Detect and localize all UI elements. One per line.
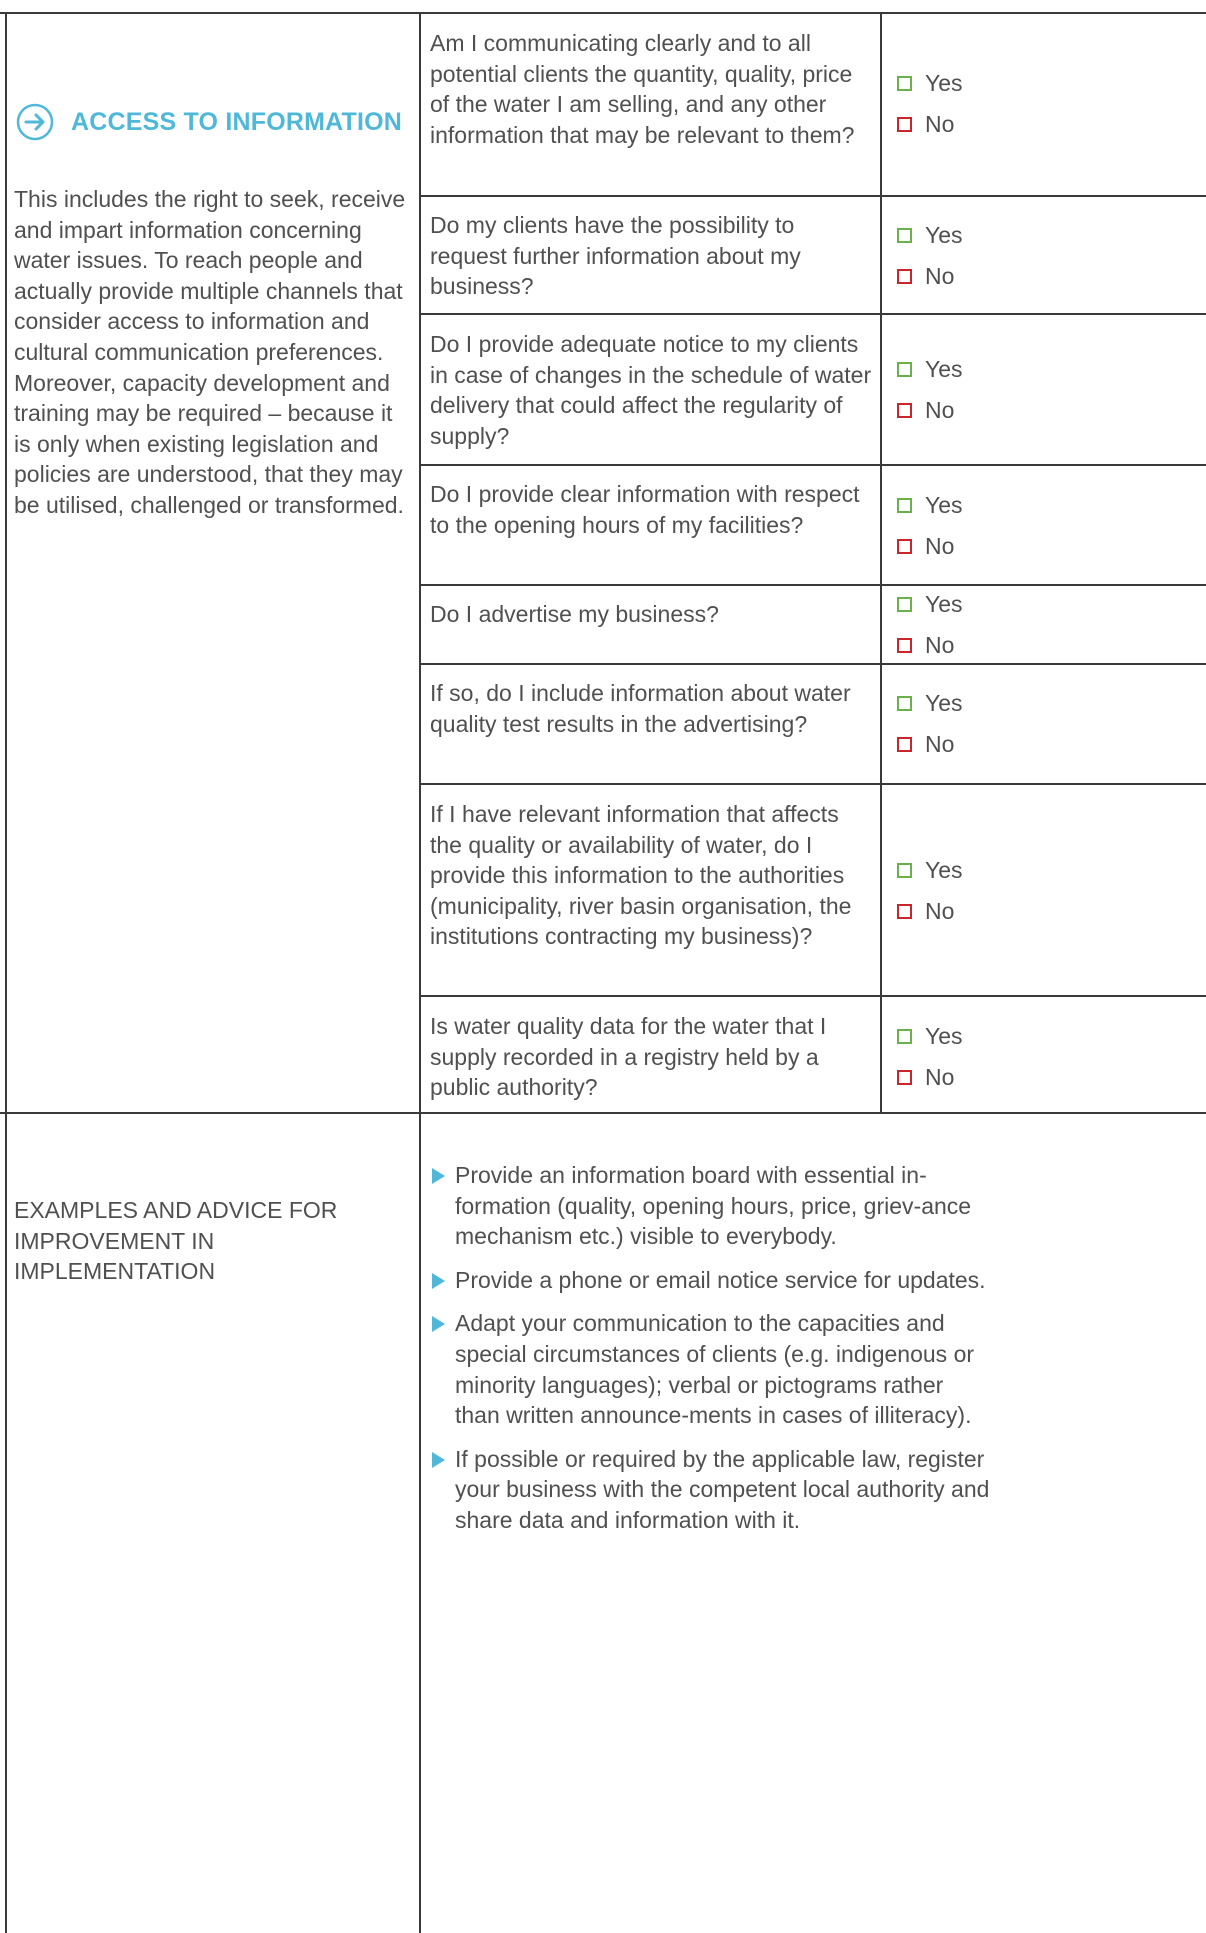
advice-item	[430, 1308, 990, 1430]
yes-option[interactable]	[897, 683, 987, 724]
no-checkbox[interactable]	[897, 638, 912, 653]
advice-text: Provide a phone or email notice service for updates.	[455, 1266, 986, 1293]
left-border	[5, 12, 7, 1933]
question-6: If so, do I include information about water quality test results in the advertising?	[430, 680, 851, 737]
yes-checkbox[interactable]	[897, 696, 912, 711]
no-option[interactable]	[897, 104, 987, 145]
advice-item	[430, 1160, 990, 1252]
triangle-bullet-icon	[432, 1168, 445, 1184]
no-option[interactable]	[897, 625, 987, 666]
yes-label: Yes	[925, 690, 963, 716]
answer-group-2	[897, 215, 987, 297]
question-4: Do I provide clear information with respect to the opening hours of my facilities?	[430, 481, 860, 538]
yes-label: Yes	[925, 356, 963, 382]
answer-group-4	[897, 485, 987, 567]
answer-group-8	[897, 1016, 987, 1098]
row-divider	[420, 313, 1206, 315]
question-2: Do my clients have the possibility to request further information about my business?	[430, 212, 801, 300]
yes-option[interactable]	[897, 850, 987, 891]
no-label: No	[925, 533, 955, 559]
section-divider	[0, 1112, 1206, 1114]
no-option[interactable]	[897, 526, 987, 567]
answer-group-6	[897, 683, 987, 765]
yes-label: Yes	[925, 857, 963, 883]
triangle-bullet-icon	[432, 1273, 445, 1289]
no-label: No	[925, 632, 955, 658]
no-checkbox[interactable]	[897, 269, 912, 284]
question-3: Do I provide adequate notice to my clients in case of changes in the schedule of water delivery that could affect the regularity of supply?	[430, 331, 872, 449]
yes-label: Yes	[925, 1023, 963, 1049]
yes-checkbox[interactable]	[897, 228, 912, 243]
no-option[interactable]	[897, 724, 987, 765]
triangle-bullet-icon	[432, 1452, 445, 1468]
advice-text: Provide an information board with essential in-formation (quality, opening hours, price, griev-ance mechanism etc.) visible to everybody.	[455, 1162, 972, 1250]
section-title: ACCESS TO INFORMATION	[71, 107, 403, 136]
row-divider	[420, 195, 1206, 197]
yes-option[interactable]	[897, 349, 987, 390]
row-divider	[420, 783, 1206, 785]
no-option[interactable]	[897, 256, 987, 297]
yes-checkbox[interactable]	[897, 76, 912, 91]
column-divider	[419, 12, 421, 1933]
no-label: No	[925, 397, 955, 423]
examples-heading: EXAMPLES AND ADVICE FOR IMPROVEMENT IN IMPLEMENTATION	[14, 1197, 338, 1285]
yes-label: Yes	[925, 492, 963, 518]
advice-list	[430, 1160, 990, 1549]
question-7: If I have relevant information that affects the quality or availability of water, do I provide this information to the authorities (municipality, river basin organisation, the institutions contracting my business)?	[430, 801, 852, 950]
yes-checkbox[interactable]	[897, 498, 912, 513]
yes-label: Yes	[925, 222, 963, 248]
yes-checkbox[interactable]	[897, 863, 912, 878]
row-divider	[420, 995, 1206, 997]
no-label: No	[925, 898, 955, 924]
no-checkbox[interactable]	[897, 539, 912, 554]
no-checkbox[interactable]	[897, 1070, 912, 1085]
yes-checkbox[interactable]	[897, 597, 912, 612]
no-label: No	[925, 1064, 955, 1090]
answer-group-7	[897, 850, 987, 932]
section-intro	[14, 100, 414, 521]
answer-group-1	[897, 63, 987, 145]
row-divider	[420, 663, 1206, 665]
no-label: No	[925, 111, 955, 137]
no-label: No	[925, 263, 955, 289]
yes-option[interactable]	[897, 1016, 987, 1057]
yes-option[interactable]	[897, 584, 987, 625]
arrow-right-circle-icon	[16, 103, 54, 141]
no-option[interactable]	[897, 1057, 987, 1098]
advice-text: If possible or required by the applicable law, register your business with the competent local authority and share data and information with it.	[455, 1445, 990, 1533]
yes-option[interactable]	[897, 63, 987, 104]
no-checkbox[interactable]	[897, 403, 912, 418]
yes-label: Yes	[925, 70, 963, 96]
answer-group-3	[897, 349, 987, 431]
advice-item	[430, 1444, 990, 1536]
row-divider	[420, 464, 1206, 466]
row-divider	[420, 584, 1206, 586]
answer-group-5	[897, 584, 987, 666]
no-checkbox[interactable]	[897, 117, 912, 132]
section-description: This includes the right to seek, receive and impart information concerning water issues. To reach people and actually provide multiple channels that consider access to information and cultural communication preferences. Moreover, capacity development and training may be required – because it is only when existing legislation and policies are understood, that they may be utilised, challenged or transformed.	[14, 186, 406, 518]
question-1: Am I communicating clearly and to all potential clients the quantity, quality, price of the water I am selling, and any other information that may be relevant to them?	[430, 30, 855, 148]
yes-option[interactable]	[897, 215, 987, 256]
yes-checkbox[interactable]	[897, 362, 912, 377]
no-label: No	[925, 731, 955, 757]
advice-text: Adapt your communication to the capacities and special circumstances of clients (e.g. indigenous or minority languages); verbal or pictograms rather than written announce-ments in cases of illiteracy).	[455, 1310, 975, 1429]
section-heading	[14, 100, 414, 144]
top-border	[0, 12, 1206, 14]
no-checkbox[interactable]	[897, 904, 912, 919]
no-option[interactable]	[897, 891, 987, 932]
no-option[interactable]	[897, 390, 987, 431]
advice-item	[430, 1265, 990, 1296]
yes-label: Yes	[925, 591, 963, 617]
question-5: Do I advertise my business?	[430, 601, 719, 627]
no-checkbox[interactable]	[897, 737, 912, 752]
yes-option[interactable]	[897, 485, 987, 526]
yes-checkbox[interactable]	[897, 1029, 912, 1044]
triangle-bullet-icon	[432, 1316, 445, 1332]
question-8: Is water quality data for the water that I supply recorded in a registry held by a public authority?	[430, 1013, 827, 1101]
answer-column-divider	[880, 12, 882, 1113]
